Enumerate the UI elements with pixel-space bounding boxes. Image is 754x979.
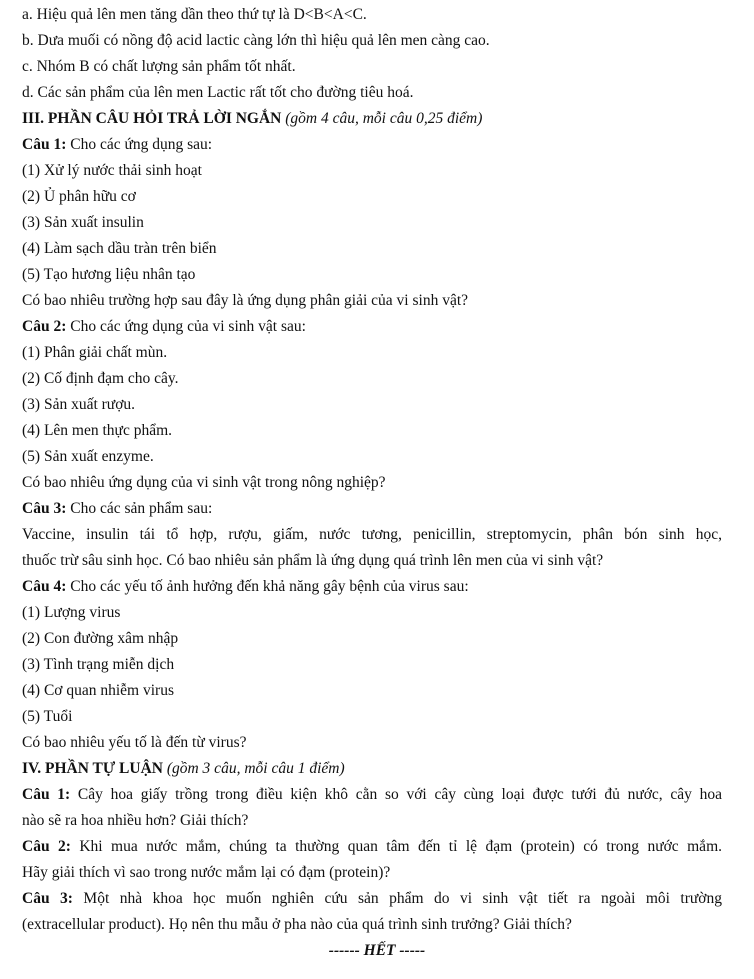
p4-q1-line-1 <box>22 785 722 805</box>
p3-q4-option-1: (1) Lượng virus <box>22 604 121 621</box>
p3-q2-option-2: (2) Cố định đạm cho cây. <box>22 370 179 387</box>
p4-q1-label: Câu 1: <box>22 786 71 803</box>
p3-q1-question: Có bao nhiêu trường hợp sau đây là ứng dụng phân giải của vi sinh vật? <box>22 292 469 309</box>
p3-q4-text: Cho các yếu tố ảnh hưởng đến khả năng gây bệnh của virus sau: <box>66 578 469 595</box>
p3-q2-label: Câu 2: <box>22 318 67 335</box>
p4-q1-text: Cây hoa giấy trồng trong điều kiện khô cằn so với cây cùng loại được tưới đủ nước, cây hoa <box>70 786 722 803</box>
p3-q3-text: Cho các sản phẩm sau: <box>66 500 213 517</box>
part3-note: (gồm 4 câu, mỗi câu 0,25 điểm) <box>285 110 483 127</box>
p3-q2-option-3: (3) Sản xuất rượu. <box>22 396 136 413</box>
p3-q1-label: Câu 1: <box>22 136 67 153</box>
part4-heading-line <box>22 759 722 779</box>
p3-q1-stem <box>22 135 722 155</box>
p4-q2-line-2: Hãy giải thích vì sao trong nước mắm lại có đạm (protein)? <box>22 864 391 881</box>
p3-q2-option-5: (5) Sản xuất enzyme. <box>22 448 154 465</box>
p3-q1-option-2: (2) Ủ phân hữu cơ <box>22 188 136 205</box>
part3-heading-line <box>22 109 722 129</box>
p3-q1-text: Cho các ứng dụng sau: <box>66 136 213 153</box>
p3-q2-option-4: (4) Lên men thực phẩm. <box>22 422 173 439</box>
p3-q4-question: Có bao nhiêu yếu tố là đến từ virus? <box>22 734 247 751</box>
p3-q2-option-1: (1) Phân giải chất mùn. <box>22 344 168 361</box>
p4-q3-line-1 <box>22 889 722 909</box>
p3-q2-stem <box>22 317 722 337</box>
p3-q3-stem <box>22 499 722 519</box>
p4-q3-line-2: (extracellular product). Họ nên thu mẫu ở pha nào của quá trình sinh trưởng? Giải thích? <box>22 916 572 933</box>
p4-q3-label: Câu 3: <box>22 890 73 907</box>
p3-q4-option-3: (3) Tình trạng miễn dịch <box>22 656 175 673</box>
part2-item-d: d. Các sản phẩm của lên men Lactic rất tốt cho đường tiêu hoá. <box>22 84 414 101</box>
p3-q1-option-1: (1) Xử lý nước thải sinh hoạt <box>22 162 202 179</box>
p3-q3-line-1: Vaccine, insulin tái tổ hợp, rượu, giấm, nước tương, penicillin, streptomycin, phân bón sinh học, <box>22 526 722 543</box>
part2-item-a: a. Hiệu quả lên men tăng dần theo thứ tự là D<B<A<C. <box>22 6 367 23</box>
p4-q1-line-2: nào sẽ ra hoa nhiều hơn? Giải thích? <box>22 812 249 829</box>
part4-heading: IV. PHẦN TỰ LUẬN <box>22 760 163 777</box>
p3-q2-text: Cho các ứng dụng của vi sinh vật sau: <box>66 318 306 335</box>
part4-note: (gồm 3 câu, mỗi câu 1 điểm) <box>166 760 345 777</box>
p3-q4-option-5: (5) Tuổi <box>22 708 73 725</box>
p4-q2-label: Câu 2: <box>22 838 71 855</box>
p4-q2-line-1 <box>22 837 722 857</box>
p3-q3-label: Câu 3: <box>22 500 67 517</box>
p3-q1-option-4: (4) Làm sạch dầu tràn trên biển <box>22 240 217 257</box>
p3-q1-option-5: (5) Tạo hương liệu nhân tạo <box>22 266 196 283</box>
p3-q4-label: Câu 4: <box>22 578 67 595</box>
p3-q2-question: Có bao nhiêu ứng dụng của vi sinh vật trong nông nghiệp? <box>22 474 386 491</box>
part3-heading: III. PHẦN CÂU HỎI TRẢ LỜI NGẮN <box>22 110 282 127</box>
p3-q4-stem <box>22 577 722 597</box>
p3-q3-line-2: thuốc trừ sâu sinh học. Có bao nhiêu sản phẩm là ứng dụng quá trình lên men của vi sinh vật? <box>22 552 604 569</box>
p3-q4-option-2: (2) Con đường xâm nhập <box>22 630 179 647</box>
part2-item-b: b. Dưa muối có nồng độ acid lactic càng lớn thì hiệu quả lên men càng cao. <box>22 32 490 49</box>
part2-item-c: c. Nhóm B có chất lượng sản phẩm tốt nhất. <box>22 58 296 75</box>
p3-q4-option-4: (4) Cơ quan nhiễm virus <box>22 682 174 699</box>
p4-q2-text: Khi mua nước mắm, chúng ta thường quan tâm đến tỉ lệ đạm (protein) có trong nước mắm. <box>70 838 722 855</box>
end-mark: ------ HẾT ----- <box>328 942 426 959</box>
p4-q3-text: Một nhà khoa học muốn nghiên cứu sản phẩm do vi sinh vật tiết ra ngoài môi trường <box>72 890 722 907</box>
p3-q1-option-3: (3) Sản xuất insulin <box>22 214 144 231</box>
